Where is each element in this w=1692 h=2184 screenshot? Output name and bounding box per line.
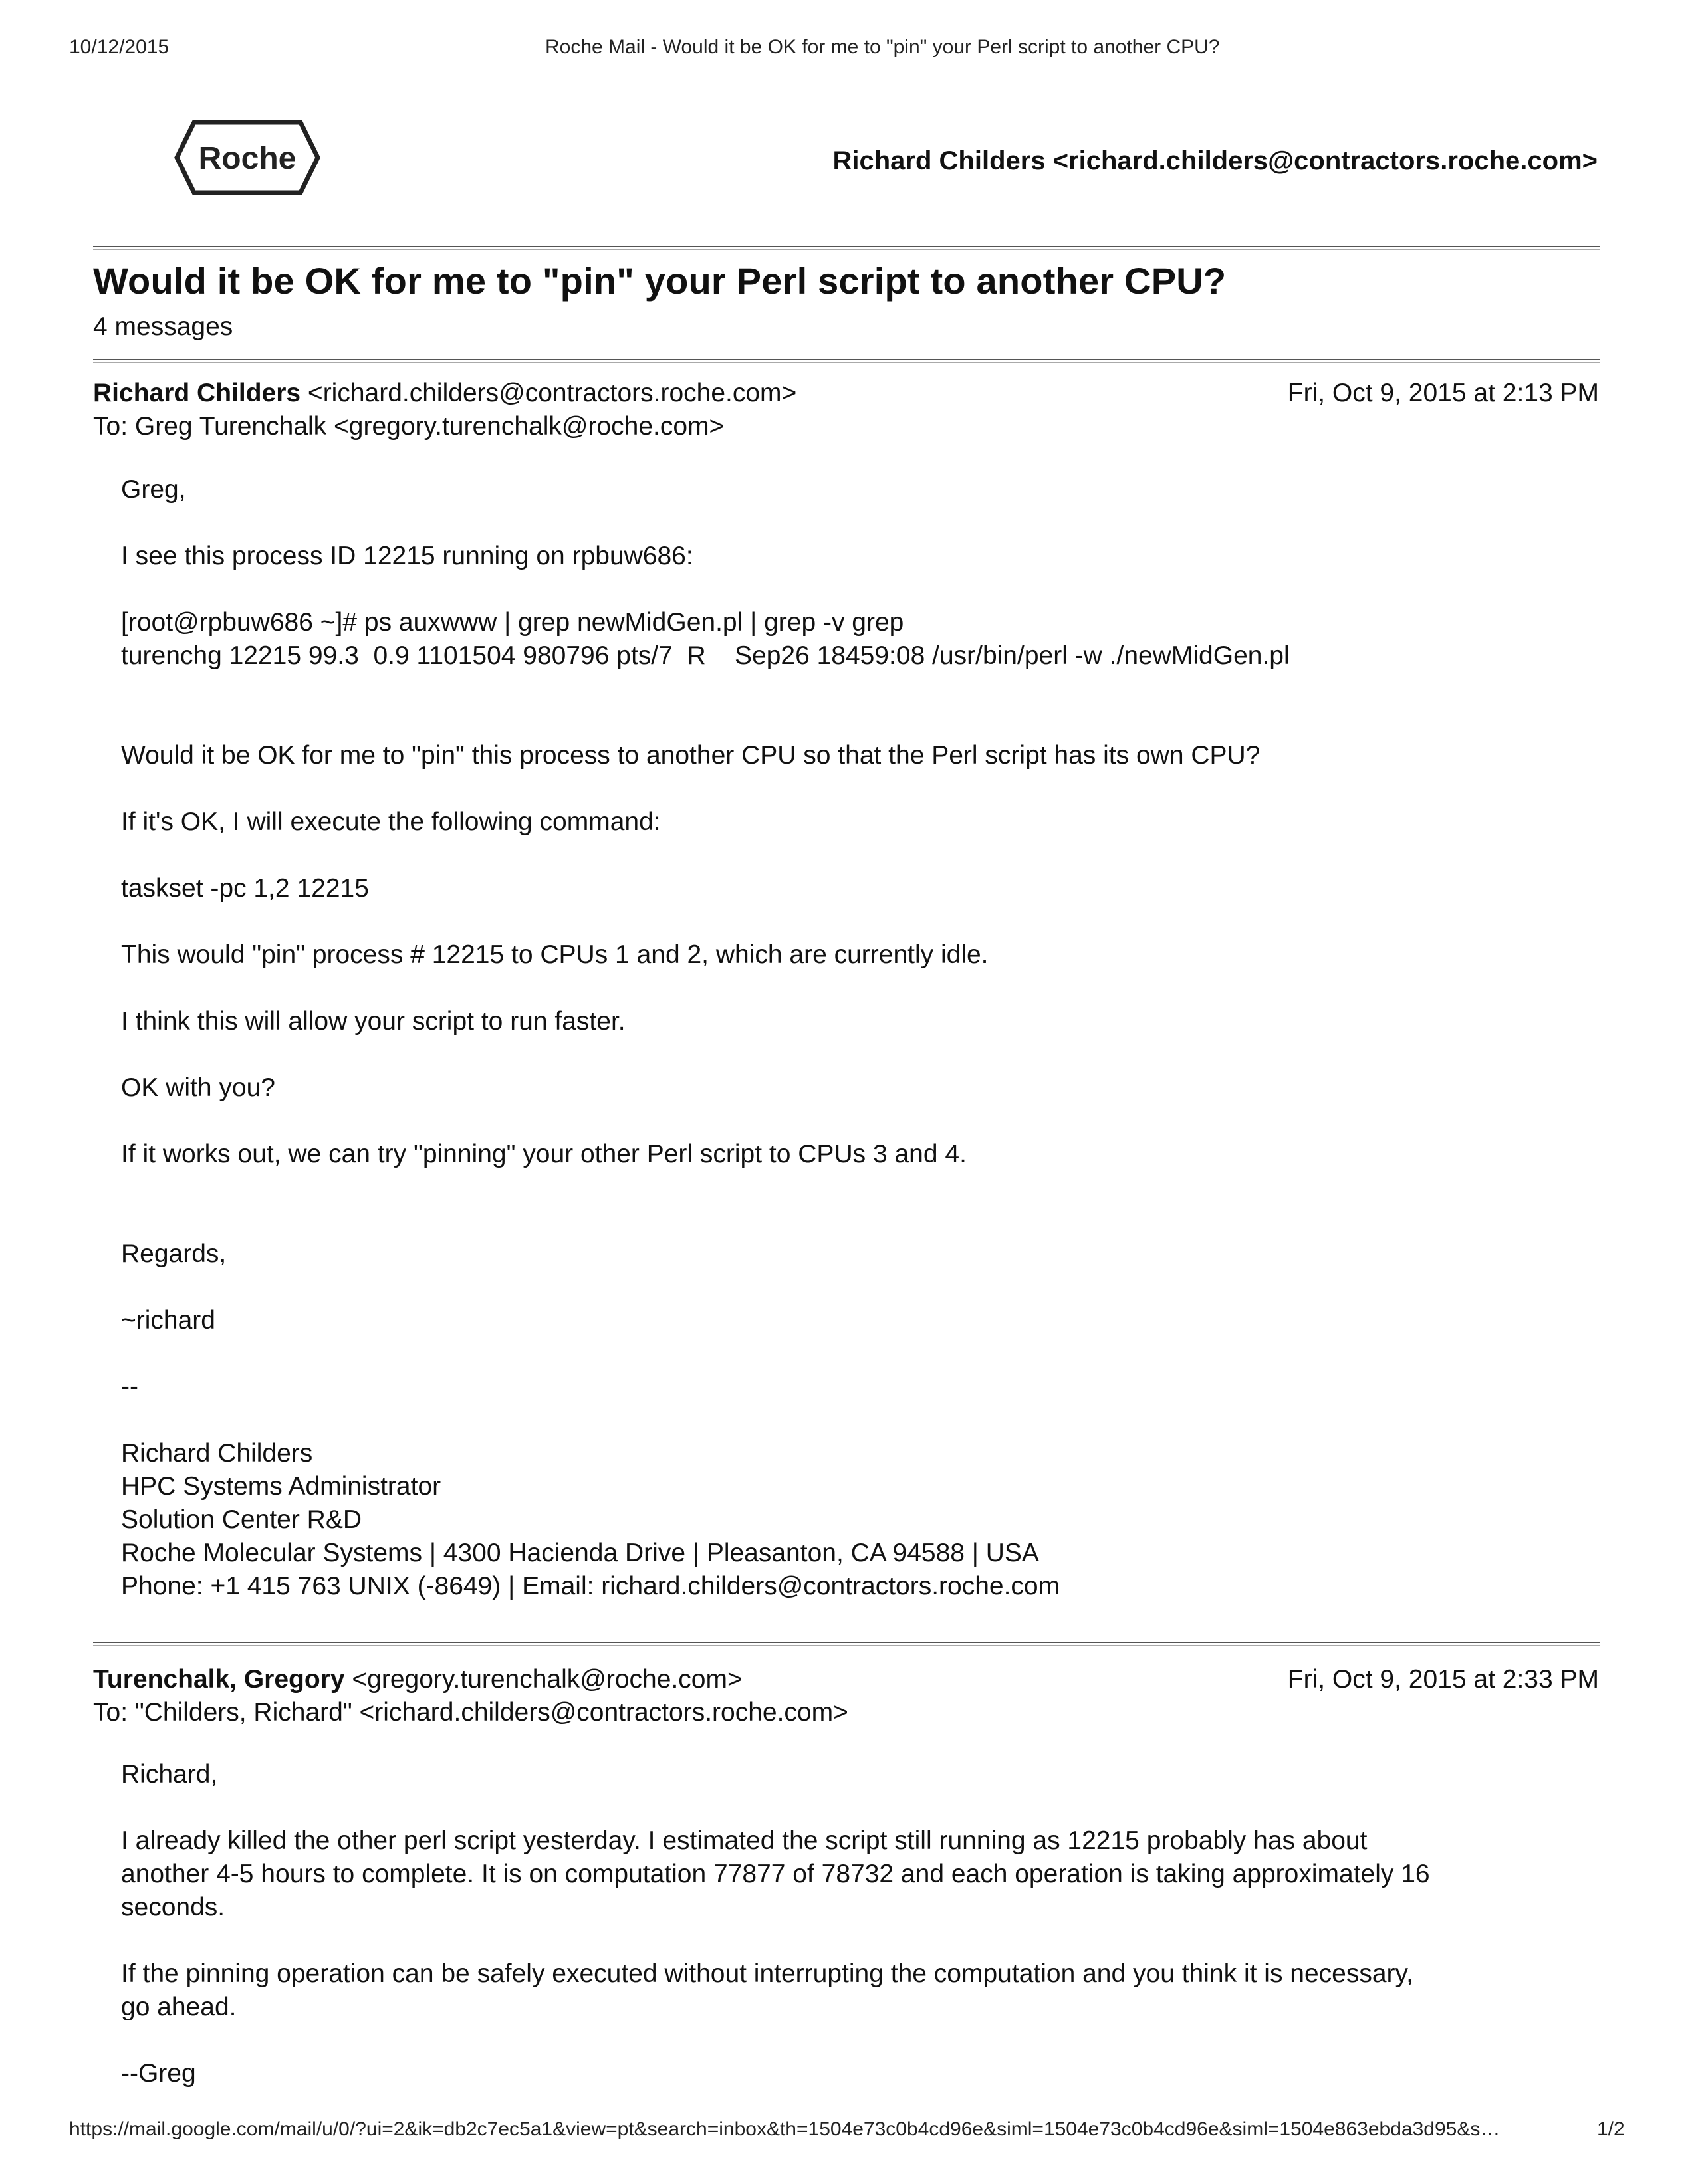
message-divider [93, 1642, 1600, 1646]
greeting: Richard, [121, 1760, 218, 1789]
reply-line: seconds. [121, 1893, 225, 1921]
signature-title: HPC Systems Administrator [121, 1472, 441, 1501]
print-date: 10/12/2015 [69, 36, 170, 58]
message-2-recipient: To: "Childers, Richard" <richard.childers@contractors.roche.com> [93, 1698, 848, 1727]
ok-line: OK with you? [121, 1073, 275, 1102]
signature-name: Richard Childers [121, 1439, 313, 1468]
pinning-line: If it works out, we can try "pinning" your other Perl script to CPUs 3 and 4. [121, 1140, 967, 1168]
closing [121, 1238, 1592, 1271]
roche-logo [174, 118, 320, 197]
sign-off [121, 1304, 1592, 1337]
question-line: Would it be OK for me to "pin" this process to another CPU so that the Perl script has its own CPU? [121, 741, 1261, 770]
reply-paragraph-1 [121, 1824, 1592, 1924]
message-2-date: Fri, Oct 9, 2015 at 2:33 PM [1287, 1665, 1599, 1693]
signature-separator [121, 1370, 1592, 1404]
body-line [121, 938, 1592, 972]
message-1-date: Fri, Oct 9, 2015 at 2:13 PM [1287, 379, 1599, 407]
message-1-body [121, 473, 1592, 506]
body-line [121, 872, 1592, 905]
command-block [121, 606, 1592, 673]
reply-line: another 4-5 hours to complete. It is on computation 77877 of 78732 and each operation is taking approximately 16 [121, 1860, 1430, 1888]
separator-text: -- [121, 1372, 138, 1401]
body-line [121, 540, 1592, 573]
body-line [121, 1005, 1592, 1038]
signature-address: Roche Molecular Systems | 4300 Hacienda Drive | Pleasanton, CA 94588 | USA [121, 1539, 1039, 1567]
signature-department: Solution Center R&D [121, 1505, 362, 1534]
sign-off-text: --Greg [121, 2059, 196, 2088]
reply-line: If the pinning operation can be safely executed without interrupting the computation and you think it is necessary, [121, 1959, 1413, 1988]
regards: Regards, [121, 1240, 227, 1268]
reply-sign-off [121, 2057, 1592, 2090]
message-2-body [121, 1758, 1592, 1791]
signature-contact: Phone: +1 415 763 UNIX (-8649) | Email: richard.childers@contractors.roche.com [121, 1572, 1060, 1600]
sign-off-text: ~richard [121, 1306, 215, 1335]
print-page-number: 1/2 [1597, 2118, 1625, 2140]
logo-text: Roche [198, 141, 297, 176]
message-1-sender [93, 379, 796, 408]
sender-name: Turenchalk, Gregory [93, 1665, 345, 1693]
reply-paragraph-2 [121, 1957, 1592, 2024]
body-line [121, 1138, 1592, 1171]
command-line-2: turenchg 12215 99.3 0.9 1101504 980796 pts/7 R Sep26 18459:08 /usr/bin/perl -w ./newMidGen.pl [121, 641, 1290, 670]
body-line [121, 1071, 1592, 1105]
header-divider [93, 246, 1600, 250]
taskset-command: taskset -pc 1,2 12215 [121, 874, 369, 903]
reply-line: I already killed the other perl script yesterday. I estimated the script still running as 12215 probably has about [121, 1826, 1368, 1855]
faster-line: I think this will allow your script to run faster. [121, 1007, 626, 1036]
signature-block [121, 1437, 1592, 1603]
subject-divider [93, 359, 1600, 363]
message-2-sender [93, 1665, 743, 1694]
message-1-recipient: To: Greg Turenchalk <gregory.turenchalk@roche.com> [93, 412, 725, 441]
pin-explanation: This would "pin" process # 12215 to CPUs 1 and 2, which are currently idle. [121, 940, 989, 969]
body-line [121, 739, 1592, 772]
account-header: Richard Childers <richard.childers@contractors.roche.com> [832, 146, 1598, 175]
command-line-1: [root@rpbuw686 ~]# ps auxwww | grep newMidGen.pl | grep -v grep [121, 608, 904, 637]
print-footer-url: https://mail.google.com/mail/u/0/?ui=2&ik=db2c7ec5a1&view=pt&search=inbox&th=1504e73c0b4cd96e&siml=1504e73c0b4cd96e&siml=1504e863ebda3d95&s… [69, 2118, 1501, 2140]
message-count: 4 messages [93, 312, 233, 341]
process-line: I see this process ID 12215 running on rpbuw686: [121, 542, 693, 570]
sender-email: <gregory.turenchalk@roche.com> [352, 1665, 743, 1693]
greeting: Greg, [121, 475, 186, 504]
body-line [121, 806, 1592, 839]
print-page-title: Roche Mail - Would it be OK for me to "pin" your Perl script to another CPU? [545, 36, 1220, 58]
sender-email: <richard.childers@contractors.roche.com> [307, 379, 797, 407]
execute-line: If it's OK, I will execute the following command: [121, 808, 661, 836]
thread-subject: Would it be OK for me to "pin" your Perl script to another CPU? [93, 260, 1227, 302]
reply-line: go ahead. [121, 1993, 237, 2021]
sender-name: Richard Childers [93, 379, 301, 407]
